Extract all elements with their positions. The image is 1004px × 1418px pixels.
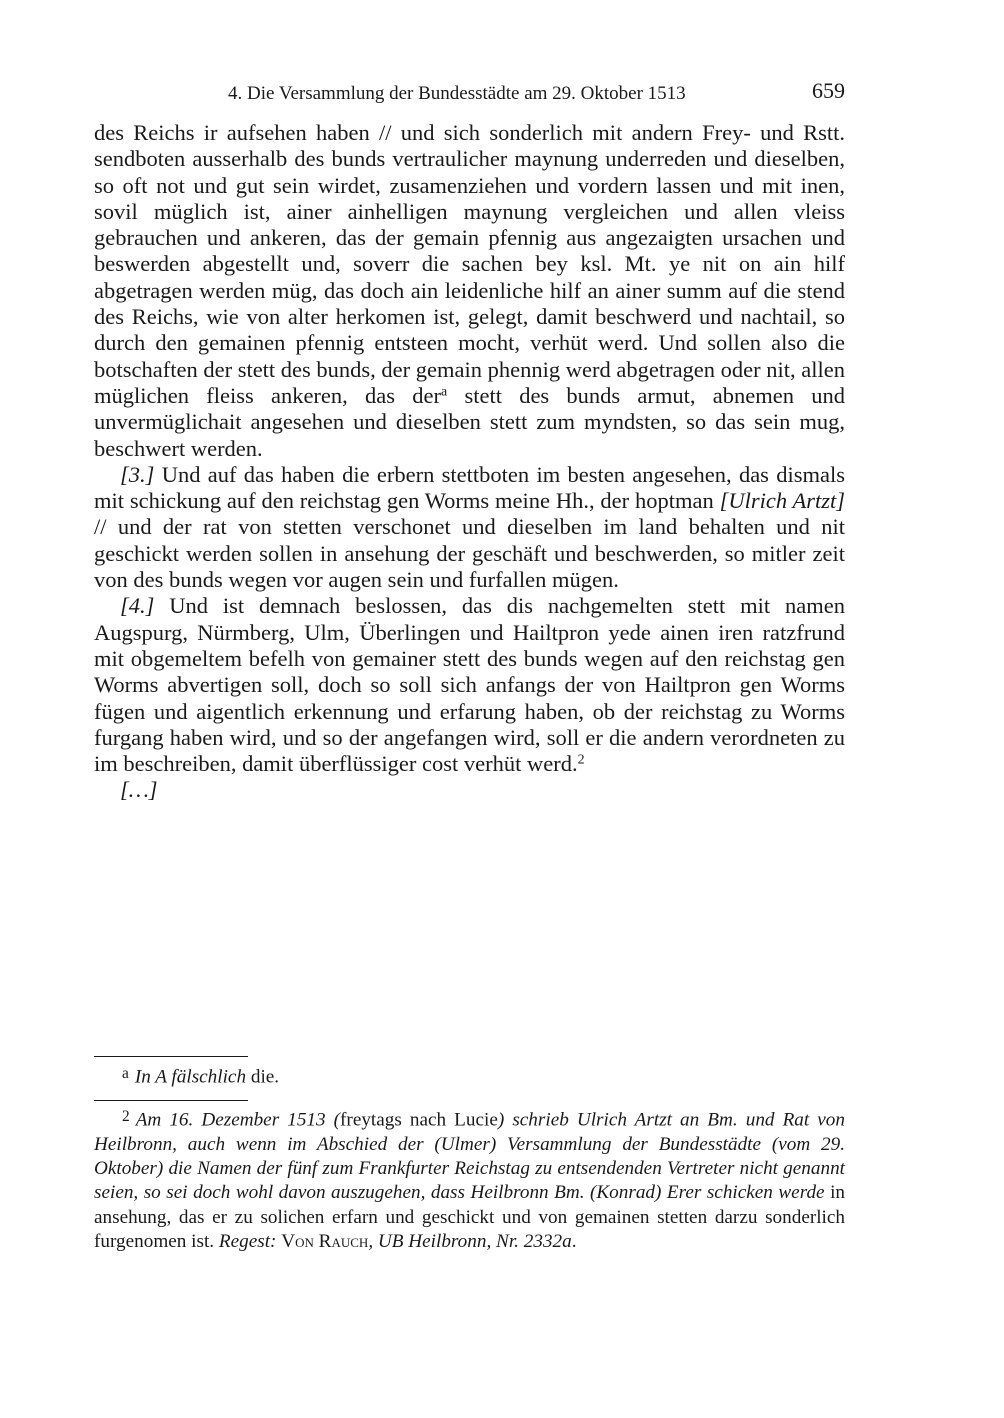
paragraph-text: des Reichs ir aufsehen haben // und sich sonderlich mit andern Frey- und Rstt. sendboten ausserhalb des bunds vertraulicher maynung underreden und dieselben, so oft not und gut sein wirdet, zusamenziehen und vordern lassen und mit inen, sovil müglich ist, ainer ainhelligen maynung vergleichen und allen vleiss gebrauchen und ankeren, das der gemain pfennig aus angezaigten ursachen und beswerden abgestellt und, soverr die sachen bey ksl. Mt. ye nit on ain hilf abgetragen werden müg, das doch ain leidenliche hilf an ainer summ auf die stend des Reichs, wie von alter herkomen ist, gelegt, damit beschwerd und nachtail, so durch den gemainen pfennig entsteen mocht, verhüt werd. Und sollen also die botschaften der stett des bunds, der gemain phennig werd abgetragen oder nit, allen müglichen fleiss ankeren, das der [94,120,846,408]
paragraph-3 [94,462,845,593]
footnote-italic: ) schrieb Ulrich Artzt an Bm. und Rat von Heilbronn, auch wenn im Abschied der (Ulmer) Versammlung der Bundesstädte (vom 29. Oktober) die Namen der fünf zum Frankfurter Reichstag zu entsendenden Vertreter nicht genannt seien, so sei doch wohl davon auszugehen, dass Heilbronn Bm. (Konrad) Erer schicken werde [94,1109,845,1204]
page-header [94,78,845,114]
footnote-2 [94,1105,845,1254]
paragraph-text: Und auf das haben die erbern stettboten im besten angesehen, das dismals mit schickung auf den reichstag gen Worms meine Hh., der hoptman [94,461,845,514]
running-head: 4. Die Versammlung der Bundesstädte am 29. Oktober 1513 [228,83,686,104]
footnote-reference-a[interactable]: a [441,384,448,400]
paragraph-4 [94,593,845,803]
footnote-text: freytags nach Lucie [340,1109,498,1131]
footnote-text: . [571,1231,577,1253]
footnote-text: die. [246,1066,280,1088]
footnote-italic: Am 16. Dezember 1513 ( [135,1109,341,1131]
footnote-marker: 2 [122,1108,130,1125]
page [94,78,845,804]
footnote-italic: Regest: [218,1231,277,1253]
paragraph-continued [94,120,845,462]
editorial-insertion: [Ulrich Artzt] [719,488,846,514]
footnote-a [94,1062,845,1090]
footnote-rule [94,1100,248,1101]
footnote-reference-2[interactable]: 2 [577,752,585,768]
paragraph-text: // und der rat von stetten verschonet und dieselben im land behalten und nit geschickt werden sollen in ansehung der geschäft und beschwerden, so mitler zeit von des bunds wegen vor augen sein und furfallen mügen. [94,514,845,593]
section-label: [3.] [120,461,155,487]
footnote-marker: a [122,1065,129,1082]
omission-mark: […] [120,777,158,803]
footnote-italic: , UB Heilbronn, Nr. 2332a [368,1231,572,1253]
footnote-text: in ansehung, das er zu solichen erfarn und geschickt und von gemainen stetten darzu sonderlich furgenomen ist. [94,1182,845,1253]
section-label: [4.] [120,593,155,619]
footnote-rule [94,1056,248,1057]
paragraph-text: Und ist demnach beslossen, das dis nachgemelten stett mit namen Augspurg, Nürmberg, Ulm, Überlingen und Hailtpron yede ainen iren ratzfrund mit obgemeltem befelh von gemainer stett des bunds wegen auf den reichstag gen Worms abvertigen soll, doch so soll sich anfangs der von Hailtpron gen Worms fügen und aigentlich erkennung und erfarung haben, ob der reichstag zu Worms furgang haben wird, und so der angefangen wird, soll er die andern verordneten zu im beschreiben, damit überflüssiger cost verhüt werd. [94,593,845,777]
footnote-italic: In A fälschlich [134,1066,247,1088]
footnote-author: Von Rauch [281,1231,369,1253]
paragraph-text: stett des bunds armut, abnemen und unvermüglichait angesehen und dieselben stett zum myndsten, so das sein mug, beschwert werden. [94,382,845,461]
main-text [94,120,845,804]
page-number: 659 [812,78,845,103]
